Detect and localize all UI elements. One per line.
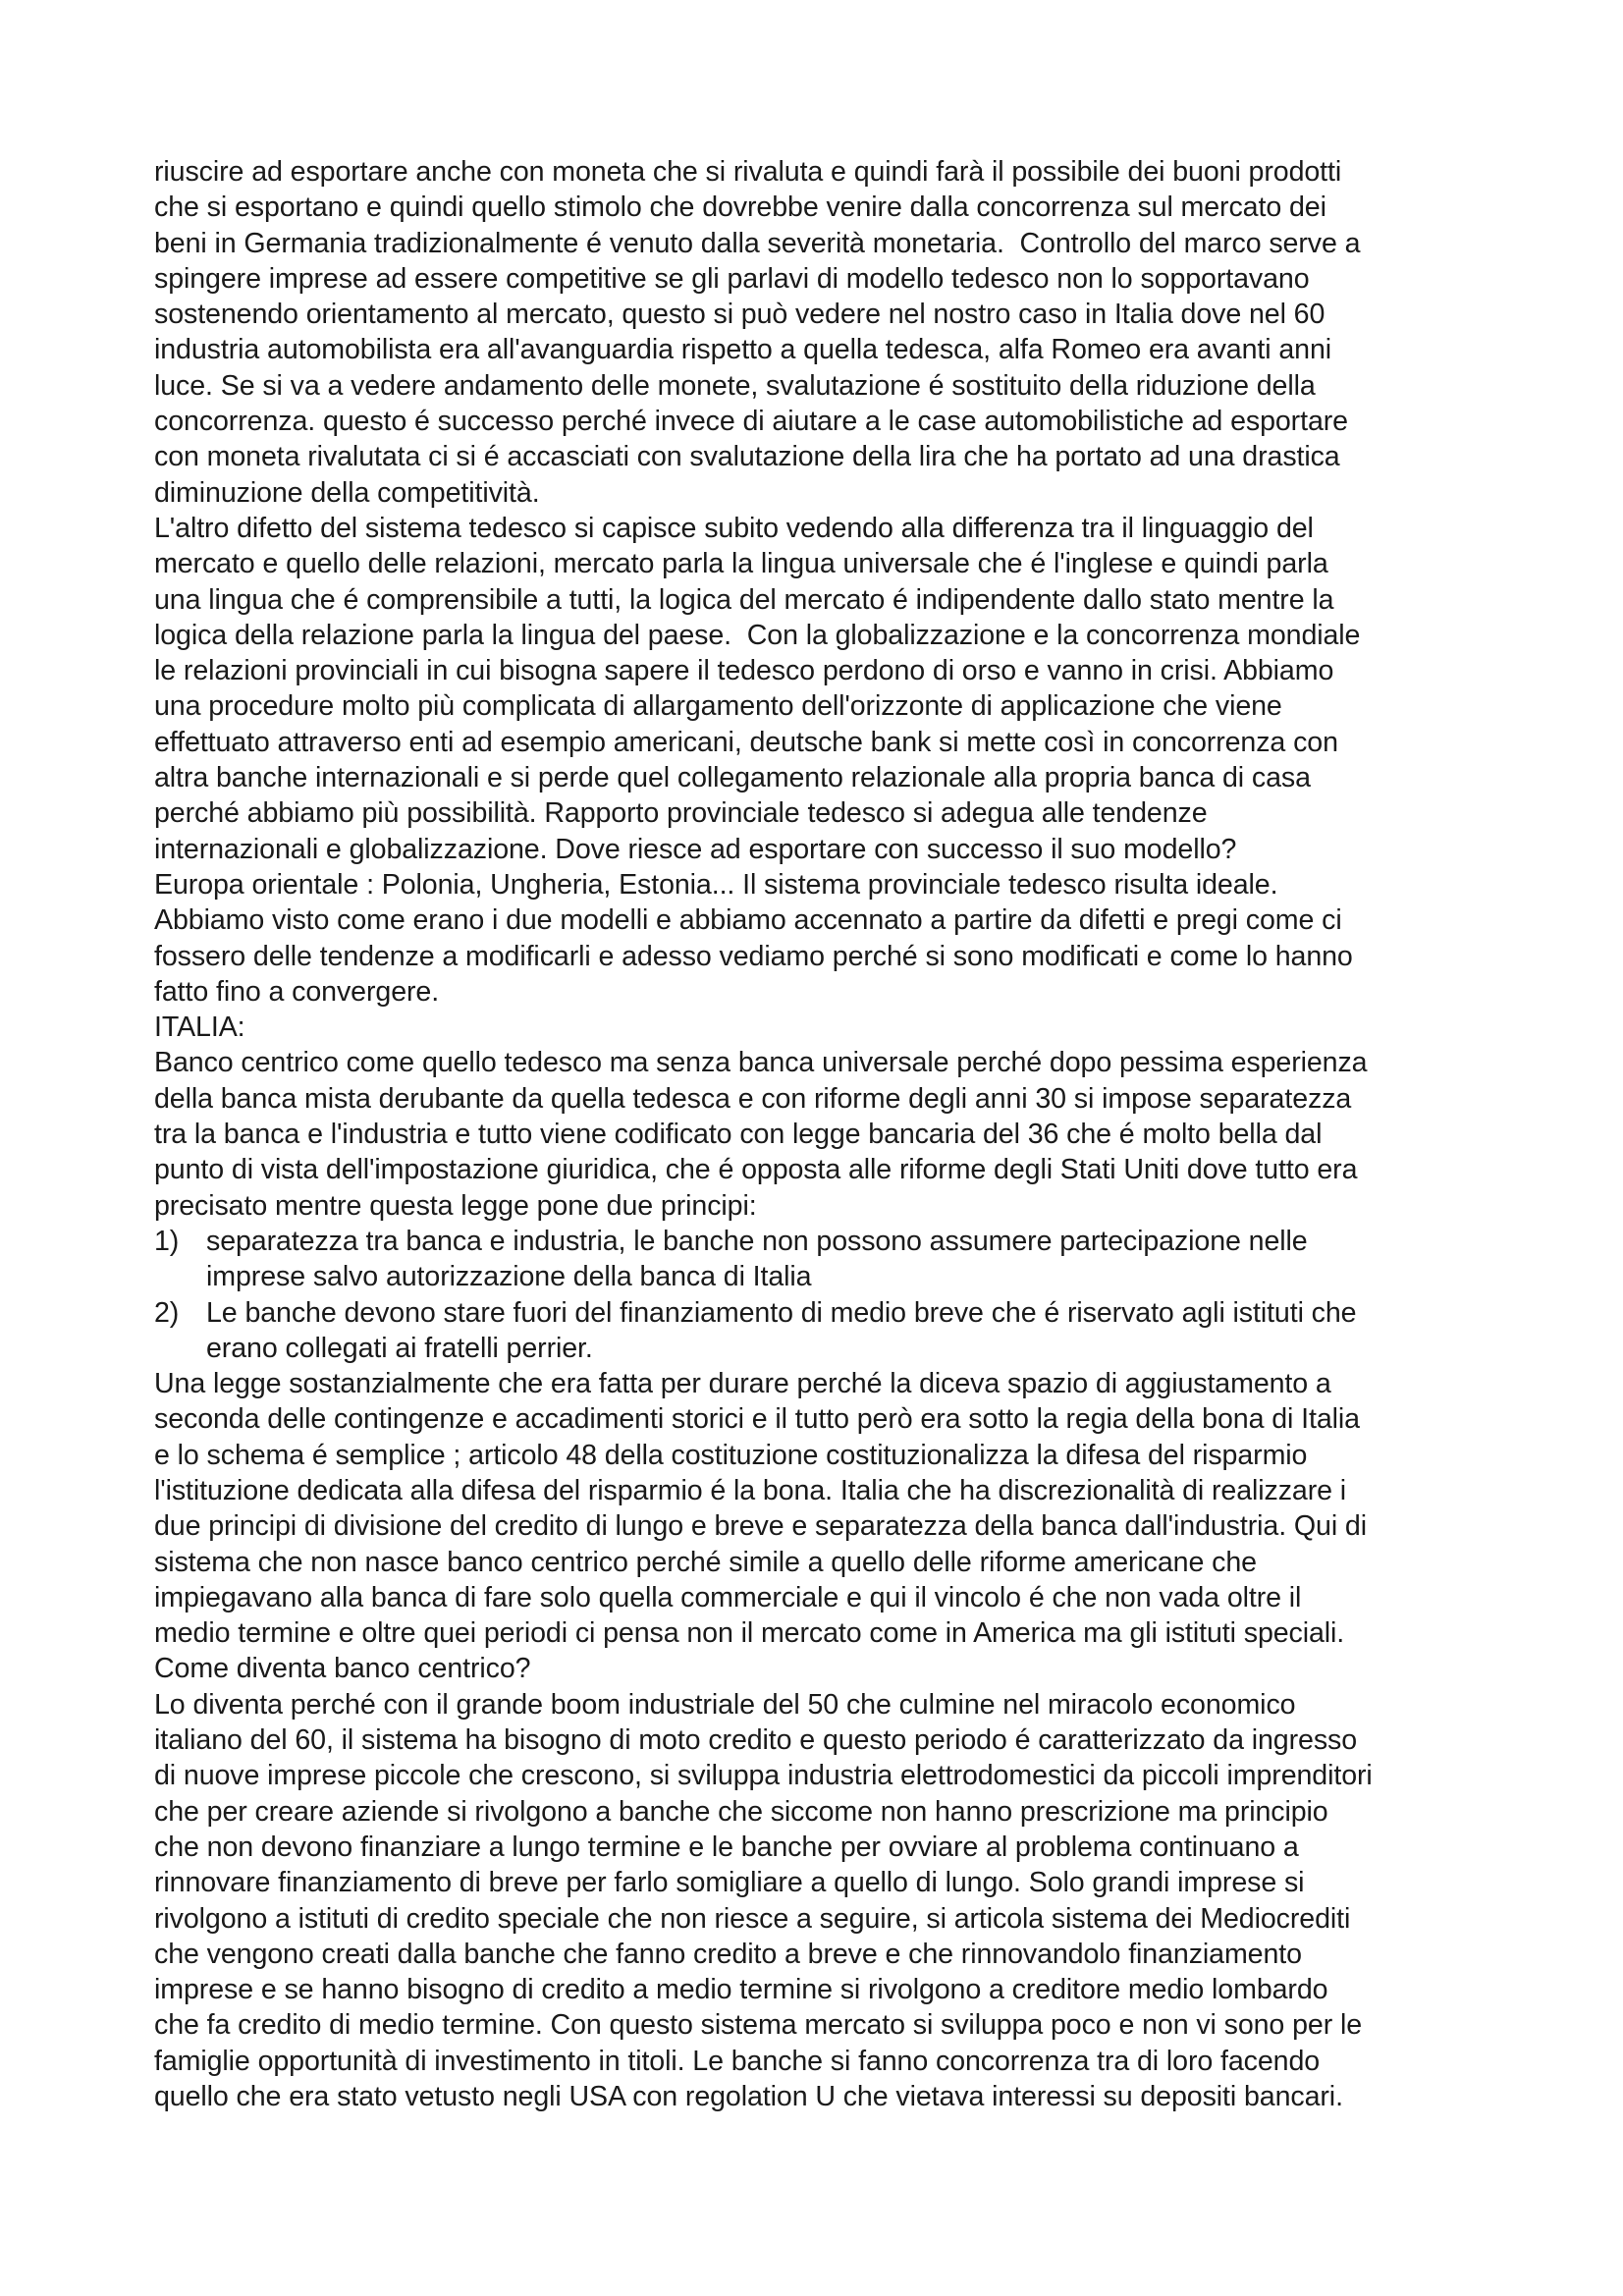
document-page [154,154,1489,2114]
list-item-text: separatezza tra banca e industria, le banche non possono assumere partecipazione nelle [206,1225,1308,1257]
text-line: logica della relazione parla la lingua del paese. Con la globalizzazione e la concorrenza mondiale [154,619,1361,651]
list-item-text: imprese salvo autorizzazione della banca di Italia [206,1261,812,1293]
text-line: perché abbiamo più possibilità. Rapporto provinciale tedesco si adegua alle tendenze [154,797,1208,830]
text-line: sostenendo orientamento al mercato, questo si può vedere nel nostro caso in Italia dove nel 60 [154,299,1325,331]
text-line: che fa credito di medio termine. Con questo sistema mercato si sviluppa poco e non vi sono per le [154,2009,1363,2042]
text-line: Europa orientale : Polonia, Ungheria, Estonia... Il sistema provinciale tedesco risulta ideale. [154,868,1278,901]
text-line: famiglie opportunità di investimento in titoli. Le banche si fanno concorrenza tra di loro facendo [154,2045,1321,2077]
text-line: con moneta rivalutata ci si é accasciati con svalutazione della lira che ha portato ad una drastica [154,441,1340,473]
text-line: Una legge sostanzialmente che era fatta per durare perché la diceva spazio di aggiustamento a [154,1368,1331,1400]
text-line: medio termine e oltre quei periodi ci pensa non il mercato come in America ma gli istituti speciali. [154,1617,1345,1650]
text-line: quello che era stato vetusto negli USA con regolation U che vietava interessi su depositi bancari. [154,2081,1343,2113]
text-line: sistema che non nasce banco centrico perché simile a quello delle riforme americane che [154,1546,1257,1578]
text-line: che per creare aziende si rivolgono a banche che siccome non hanno prescrizione ma principio [154,1795,1328,1828]
list-item [154,1295,1489,1367]
text-line: effettuato attraverso enti ad esempio americani, deutsche bank si mette così in concorrenza con [154,726,1338,758]
text-line: mercato e quello delle relazioni, mercato parla la lingua universale che é l'inglese e quindi parla [154,548,1328,580]
list-number: 1) [154,1225,180,1257]
list-number: 2) [154,1296,180,1329]
document-body-bottom [154,1366,1489,2114]
text-line: l'istituzione dedicata alla difesa del risparmio é la bona. Italia che ha discrezionalità di realizzare i [154,1474,1347,1506]
list-item [154,1224,1489,1295]
text-line: di nuove imprese piccole che crescono, si sviluppa industria elettrodomestici da piccoli imprenditori [154,1760,1373,1792]
text-line: una procedure molto più complicata di allargamento dell'orizzonte di applicazione che viene [154,690,1282,723]
text-line: della banca mista derubante da quella tedesca e con riforme degli anni 30 si impose separatezza [154,1082,1352,1115]
text-line: industria automobilista era all'avanguardia rispetto a quella tedesca, alfa Romeo era avanti anni [154,334,1332,366]
text-line: spingere imprese ad essere competitive se gli parlavi di modello tedesco non lo sopportavano [154,262,1310,295]
text-line: riuscire ad esportare anche con moneta che si rivaluta e quindi farà il possibile dei buoni prodotti [154,156,1342,188]
text-line: Lo diventa perché con il grande boom industriale del 50 che culmine nel miracolo economico [154,1688,1296,1721]
text-line: italiano del 60, il sistema ha bisogno di moto credito e questo periodo é caratterizzato da ingresso [154,1724,1358,1757]
text-line: internazionali e globalizzazione. Dove riesce ad esportare con successo il suo modello? [154,833,1237,865]
text-line: che si esportano e quindi quello stimolo che dovrebbe venire dalla concorrenza sul mercato dei [154,191,1326,224]
text-line: che vengono creati dalla banche che fanno credito a breve e che rinnovandolo finanziamento [154,1938,1302,1970]
text-line: rinnovare finanziamento di breve per farlo somigliare a quello di lungo. Solo grandi imprese si [154,1867,1305,1899]
text-line: seconda delle contingenze e accadimenti storici e il tutto però era sotto la regia della bona di Italia [154,1403,1360,1436]
text-line: Abbiamo visto come erano i due modelli e abbiamo accennato a partire da difetti e pregi come ci [154,904,1342,937]
document-body-top [154,154,1489,1224]
text-line: imprese e se hanno bisogno di credito a medio termine si rivolgono a creditore medio lombardo [154,1974,1328,2006]
numbered-list [154,1224,1489,1366]
text-line: una lingua che é comprensibile a tutti, la logica del mercato é indipendente dallo stato mentre la [154,583,1334,616]
text-line: Banco centrico come quello tedesco ma senza banca universale perché dopo pessima esperienza [154,1047,1368,1079]
text-line: le relazioni provinciali in cui bisogna sapere il tedesco perdono di orso e vanno in crisi. Abbiamo [154,655,1334,687]
text-line: precisato mentre questa legge pone due principi: [154,1189,757,1222]
text-line: due principi di divisione del credito di lungo e breve e separatezza della banca dall'industria. Qui di [154,1510,1367,1543]
text-line: impiegavano alla banca di fare solo quella commerciale e qui il vincolo é che non vada oltre il [154,1581,1302,1613]
text-line: concorrenza. questo é successo perché invece di aiutare a le case automobilistiche ad esportare [154,406,1348,438]
text-line: L'altro difetto del sistema tedesco si capisce subito vedendo alla differenza tra il linguaggio del [154,512,1314,544]
text-line: punto di vista dell'impostazione giuridica, che é opposta alle riforme degli Stati Uniti dove tutto era [154,1154,1358,1186]
text-line: luce. Se si va a vedere andamento delle monete, svalutazione é sostituito della riduzione della [154,369,1316,402]
text-line: che non devono finanziare a lungo termine e le banche per ovviare al problema continuano a [154,1831,1299,1863]
text-line: altra banche internazionali e si perde quel collegamento relazionale alla propria banca di casa [154,762,1311,794]
text-line: e lo schema é semplice ; articolo 48 della costituzione costituzionalizza la difesa del risparmio [154,1439,1308,1471]
list-item-text: erano collegati ai fratelli perrier. [206,1332,593,1364]
text-line: diminuzione della competitività. [154,476,540,509]
text-line: fatto fino a convergere. [154,975,440,1008]
text-line: tra la banca e l'industria e tutto viene codificato con legge bancaria del 36 che é molto bella dal [154,1119,1323,1151]
text-line: fossero delle tendenze a modificarli e adesso vediamo perché si sono modificati e come lo hanno [154,940,1353,972]
text-line: rivolgono a istituti di credito speciale che non riesce a seguire, si articola sistema dei Mediocrediti [154,1902,1351,1935]
list-item-text: Le banche devono stare fuori del finanziamento di medio breve che é riservato agli istituti che [206,1296,1357,1329]
text-line: Come diventa banco centrico? [154,1653,531,1685]
section-heading: ITALIA: [154,1011,245,1044]
text-line: beni in Germania tradizionalmente é venuto dalla severità monetaria. Controllo del marco serve a [154,227,1361,259]
